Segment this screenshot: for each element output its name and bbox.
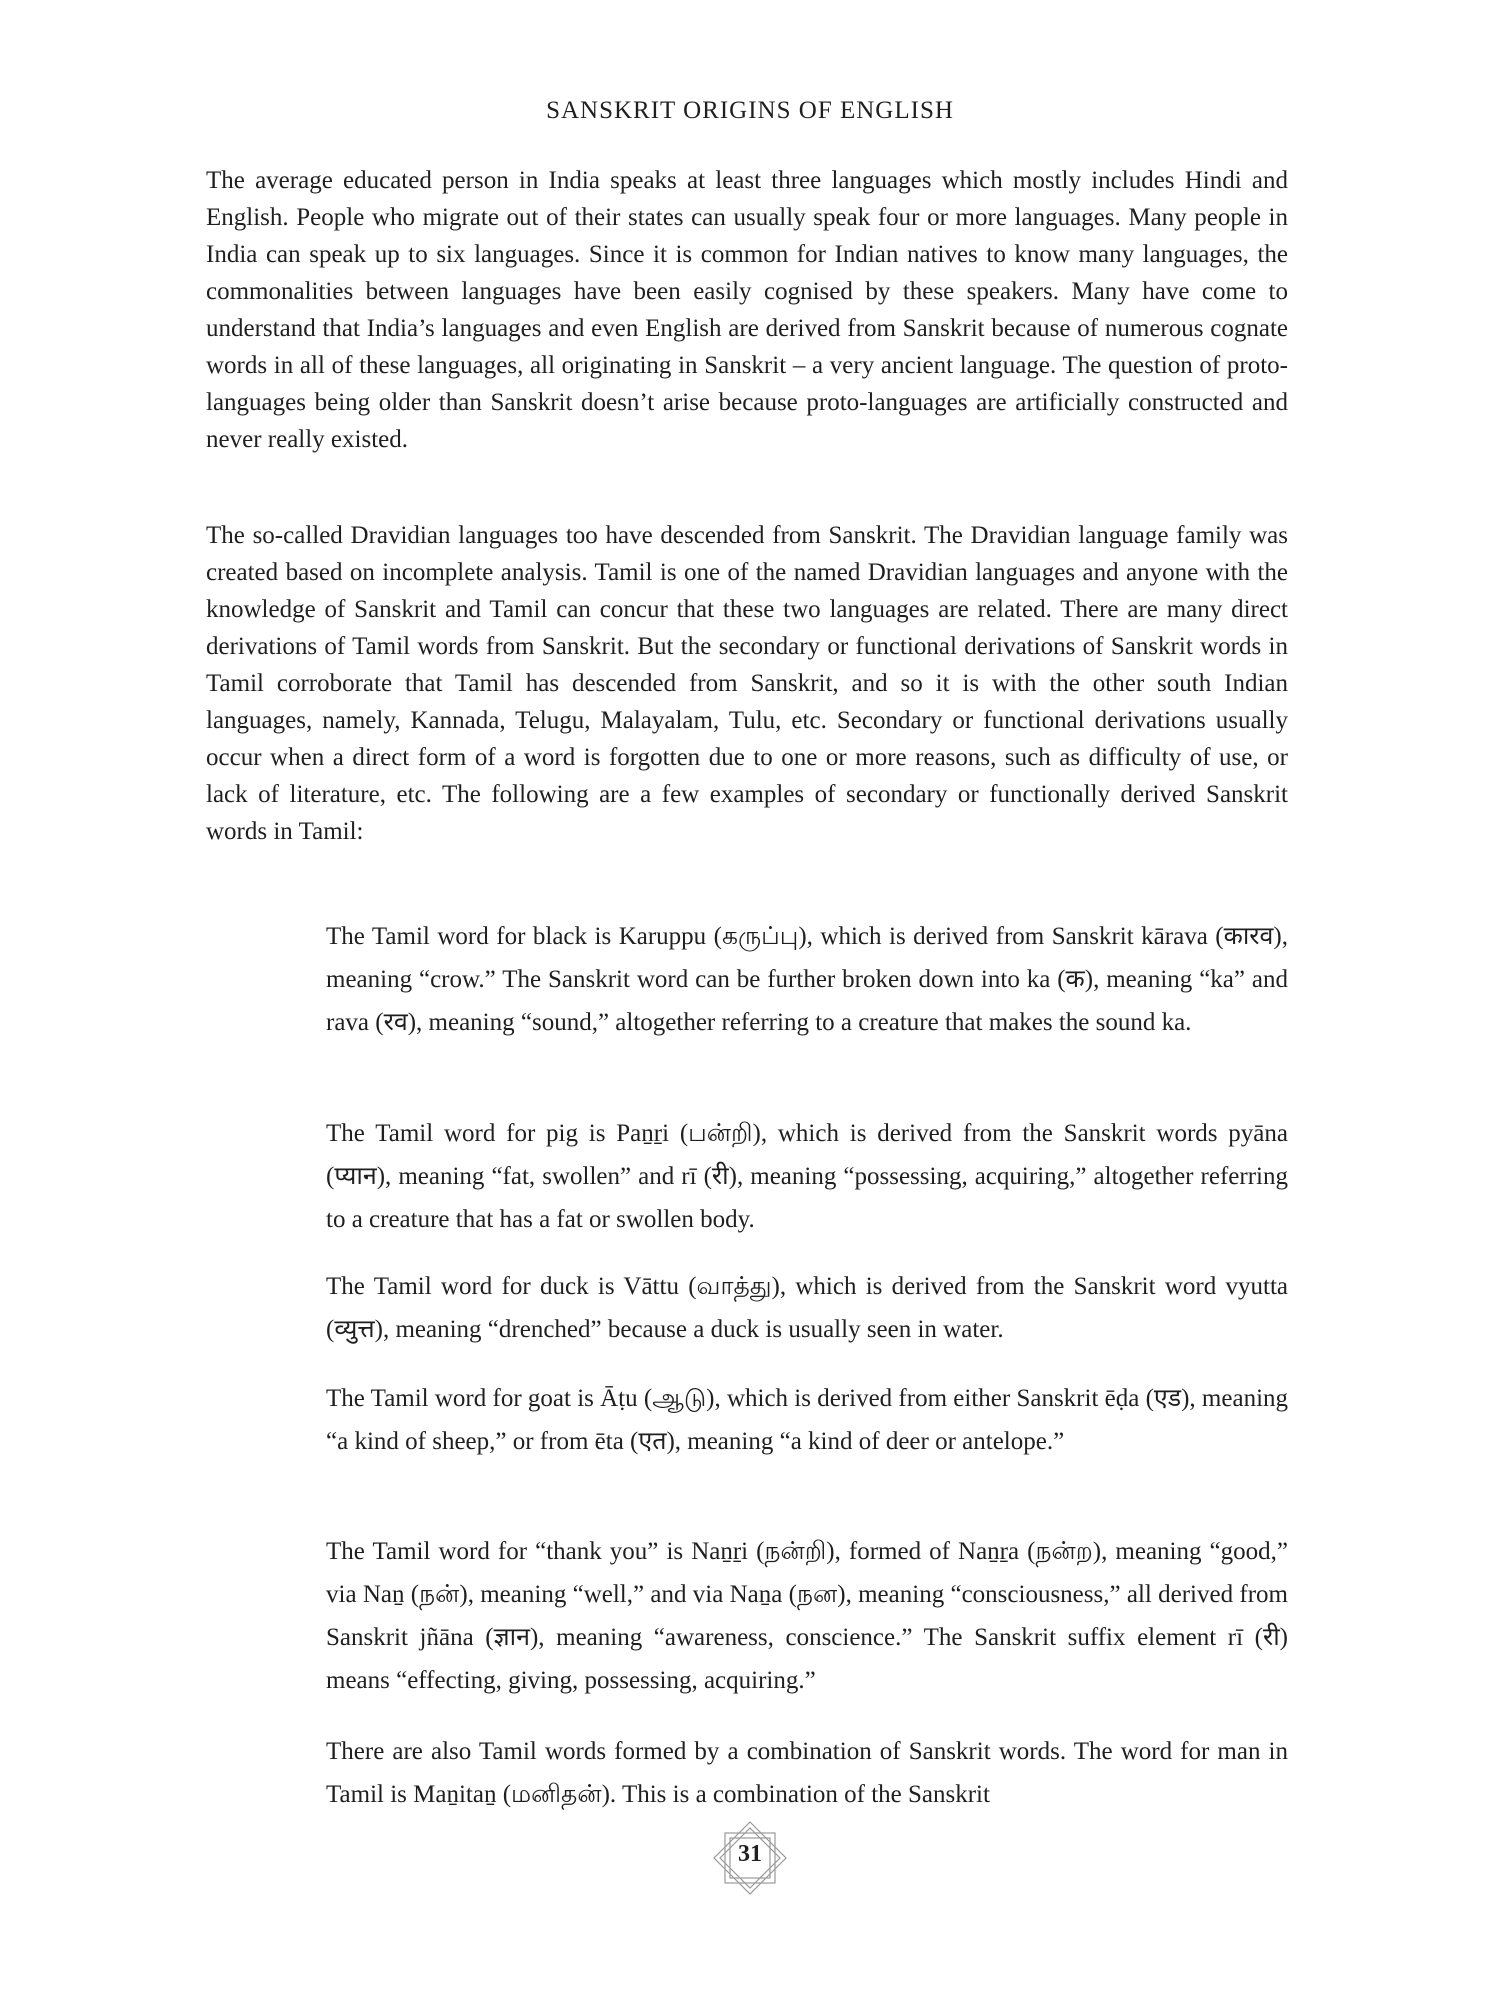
body-paragraph: The so-called Dravidian languages too have descended from Sanskrit. The Dravidian language family was created based on incomplete analysis. Tamil is one of the named Dravidian languages and anyone with the knowledge of Sanskrit and Tamil can concur that these two languages are related. There are many direct derivations of Tamil words from Sanskrit. But the secondary or functional derivations of Sanskrit words in Tamil corroborate that Tamil has descended from Sanskrit, and so it is with the other south Indian languages, namely, Kannada, Telugu, Malayalam, Tulu, etc. Secondary or functional derivations usually occur when a direct form of a word is forgotten due to one or more reasons, such as difficulty of use, or lack of literature, etc. The following are a few examples of secondary or functionally derived Sanskrit words in Tamil: [206,522,1288,845]
example-paragraph: The Tamil word for “thank you” is Naṉṟi (நன்றி), formed of Naṉṟa (நன்ற), meaning “good,” via Naṉ (நன்), meaning “well,” and via Naṉa (நன), meaning “consciousness,” all derived from Sanskrit jñāna (ज्ञान), meaning “awareness, conscience.” The Sanskrit suffix element rī (री) means “effecting, giving, possessing, acquiring.” [326,1538,1288,1694]
example-paragraph: The Tamil word for pig is Paṉṟi (பன்றி), which is derived from the Sanskrit words pyāna (प्यान), meaning “fat, swollen” and rī (री), meaning “possessing, acquiring,” altogether referring to a creature that has a fat or swollen body. [326,1120,1288,1233]
example-paragraph: The Tamil word for duck is Vāttu (வாத்து), which is derived from the Sanskrit word vyutta (व्युत्त), meaning “drenched” because a duck is usually seen in water. [326,1273,1288,1343]
example-paragraph: There are also Tamil words formed by a combination of Sanskrit words. The word for man in Tamil is Maṉitaṉ (மனிதன்). This is a combination of the Sanskrit [326,1738,1288,1808]
example-paragraph: The Tamil word for black is Karuppu (கருப்பு), which is derived from Sanskrit kārava (कारव), meaning “crow.” The Sanskrit word can be further broken down into ka (क), meaning “ka” and rava (रव), meaning “sound,” altogether referring to a creature that makes the sound ka. [326,923,1288,1036]
body-paragraph: The average educated person in India speaks at least three languages which mostly includes Hindi and English. People who migrate out of their states can usually speak four or more languages. Many people in India can speak up to six languages. Since it is common for Indian natives to know many languages, the commonalities between languages have been easily cognised by these speakers. Many have come to understand that India’s languages and even English are derived from Sanskrit because of numerous cognate words in all of these languages, all originating in Sanskrit – a very ancient language. The question of proto-languages being older than Sanskrit doesn’t arise because proto-languages are artificially constructed and never really existed. [206,167,1288,453]
page-number-ornament [700,1818,800,1898]
example-paragraph: The Tamil word for goat is Āṭu (ஆடு), which is derived from either Sanskrit ēḍa (एड), meaning “a kind of sheep,” or from ēta (एत), meaning “a kind of deer or antelope.” [326,1385,1289,1455]
page-number: 31 [738,1841,762,1867]
running-head: SANSKRIT ORIGINS OF ENGLISH [546,97,954,124]
